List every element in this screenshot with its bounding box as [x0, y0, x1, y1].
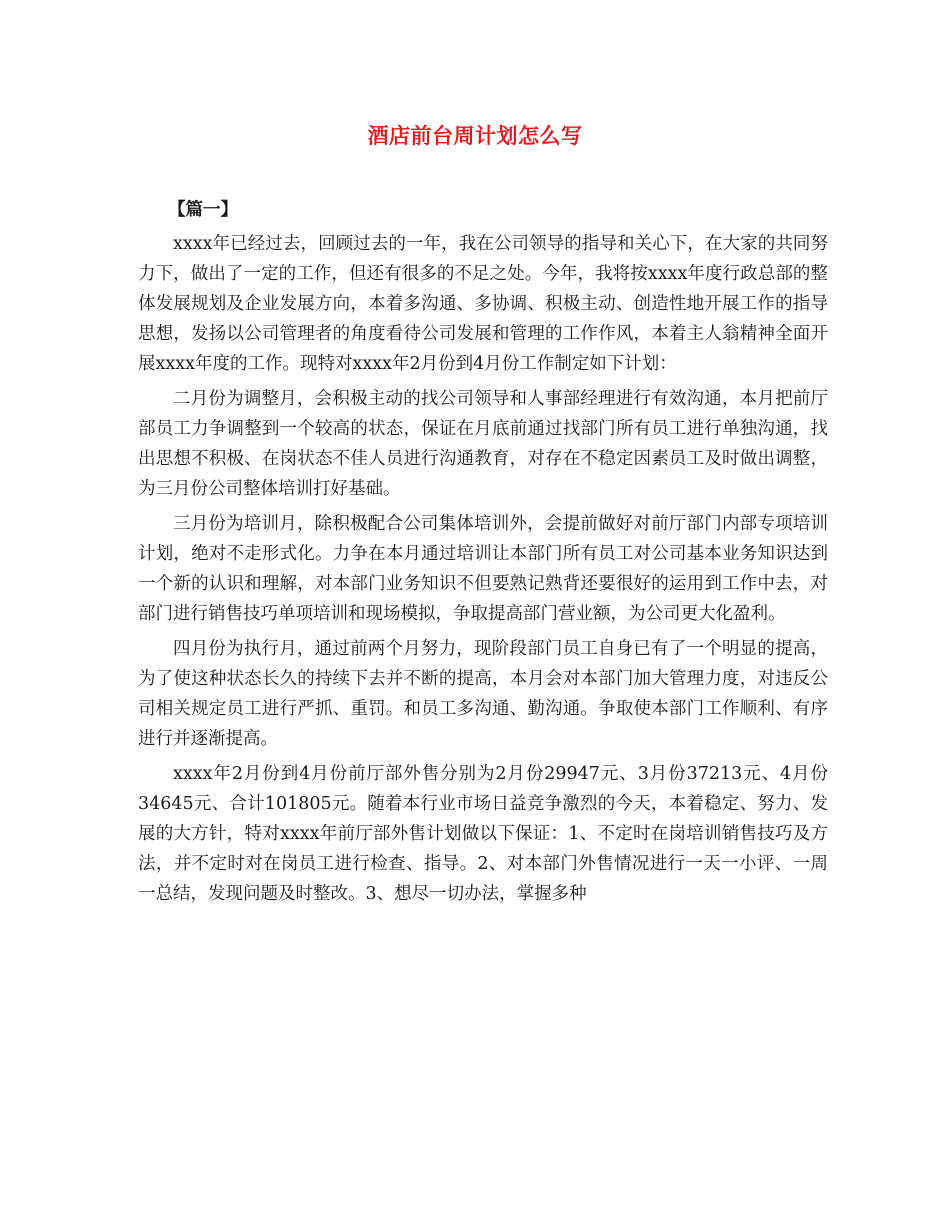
paragraph-april: 四月份为执行月，通过前两个月努力，现阶段部门员工自身已有了一个明显的提高，为了使这种状态长久的持续下去并不断的提高，本月会对本部门加大管理力度，对违反公司相关规定员工进行严抓、重罚。和员工多沟通、勤沟通。争取使本部门工作顺利、有序进行并逐渐提高。 — [138, 639, 828, 749]
section-label: 【篇一】 — [168, 200, 238, 220]
paragraph-sales: xxxx年2月份到4月份前厅部外售分别为2月份29947元、3月份37213元、4月份34645元、合计101805元。随着本行业市场日益竞争激烈的今天，本着稳定、努力、发展的大方针，特对xxxx年前厅部外售计划做以下保证：1、不定时在岗培训销售技巧及方法，并不定时对在岗员工进行检查、指导。2、对本部门外售情况进行一天一小评、一周一总结，发现问题及时整改。3、想尽一切办法，掌握多种 — [138, 764, 828, 904]
paragraph-february: 二月份为调整月，会积极主动的找公司领导和人事部经理进行有效沟通，本月把前厅部员工力争调整到一个较高的状态，保证在月底前通过找部门所有员工进行单独沟通，找出思想不积极、在岗状态不佳人员进行沟通教育，对存在不稳定因素员工及时做出调整，为三月份公司整体培训打好基础。 — [138, 389, 828, 499]
document-title: 酒店前台周计划怎么写 — [367, 123, 583, 148]
document-body — [138, 195, 828, 914]
paragraph-intro: xxxx年已经过去，回顾过去的一年，我在公司领导的指导和关心下，在大家的共同努力下，做出了一定的工作，但还有很多的不足之处。今年，我将按xxxx年度行政总部的整体发展规划及企业发展方向，本着多沟通、多协调、积极主动、创造性地开展工作的指导思想，发扬以公司管理者的角度看待公司发展和管理的工作作风，本着主人翁精神全面开展xxxx年度的工作。现特对xxxx年2月份到4月份工作制定如下计划： — [138, 234, 828, 374]
paragraph-march: 三月份为培训月，除积极配合公司集体培训外，会提前做好对前厅部门内部专项培训计划，绝对不走形式化。力争在本月通过培训让本部门所有员工对公司基本业务知识达到一个新的认识和理解，对本部门业务知识不但要熟记熟背还要很好的运用到工作中去，对部门进行销售技巧单项培训和现场模拟，争取提高部门营业额，为公司更大化盈利。 — [138, 514, 828, 624]
